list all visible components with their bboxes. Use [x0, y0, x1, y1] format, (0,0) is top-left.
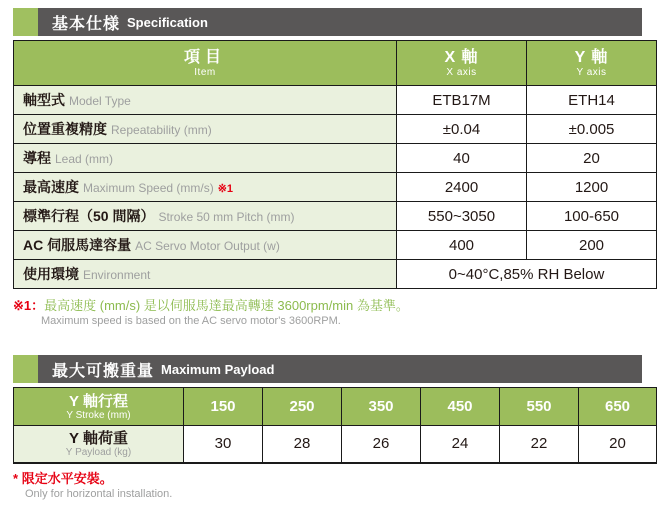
table-row — [14, 115, 657, 144]
row-label-zh: 使用環境 — [23, 266, 79, 282]
payload-value: 30 — [184, 426, 263, 463]
section-title-bar — [38, 355, 642, 383]
stroke-value: 350 — [342, 388, 421, 426]
row-label-zh: 導程 — [23, 150, 51, 166]
row-label-servo-output — [14, 231, 397, 260]
row-label-lead — [14, 144, 397, 173]
table-row — [14, 260, 657, 289]
footnote2-line-zh — [13, 471, 667, 487]
footnote2-marker: * — [13, 470, 19, 486]
stroke-value: 150 — [184, 388, 263, 426]
value-x-lead: 40 — [397, 144, 527, 173]
payload-header-zh: Y 軸行程 — [69, 392, 128, 410]
value-x-repeatability: ±0.04 — [397, 115, 527, 144]
payload-value: 20 — [579, 426, 657, 463]
value-x-max-speed: 2400 — [397, 173, 527, 202]
footnote2-text-en: Only for horizontal installation. — [25, 487, 173, 500]
payload-data-row — [14, 426, 657, 463]
table-row — [14, 86, 657, 115]
header-x-en: X axis — [446, 66, 477, 78]
row-label-zh: AC 伺服馬達容量 — [23, 237, 132, 253]
value-x-stroke: 550~3050 — [397, 202, 527, 231]
header-item-en: Item — [194, 66, 216, 78]
value-y-model: ETH14 — [527, 86, 657, 115]
section-title-zh: 基本仕様 — [52, 15, 121, 33]
table-row — [14, 202, 657, 231]
max-payload-table — [13, 387, 657, 464]
payload-row-label — [14, 426, 184, 463]
table-row — [14, 231, 657, 260]
row-label-model-type — [14, 86, 397, 115]
payload-value: 22 — [500, 426, 579, 463]
footnote-marker-ref: ※1 — [217, 183, 234, 195]
table-row — [14, 144, 657, 173]
row-label-en: Model Type — [69, 94, 131, 108]
specification-table — [13, 40, 657, 289]
stroke-value: 250 — [263, 388, 342, 426]
payload-value: 26 — [342, 426, 421, 463]
payload-header-en: Y Stroke (mm) — [66, 409, 131, 421]
table-row — [14, 173, 657, 202]
row-label-en: Environment — [83, 268, 151, 282]
payload-label-zh: Y 軸荷重 — [69, 429, 128, 447]
section-title-bar — [38, 8, 642, 36]
section-title-zh: 最大可搬重量 — [52, 362, 155, 380]
value-y-servo-output: 200 — [527, 231, 657, 260]
green-accent-square — [13, 355, 38, 383]
header-item-zh: 項目 — [183, 48, 226, 66]
stroke-value: 450 — [421, 388, 500, 426]
row-label-en: Maximum Speed (mm/s) — [83, 181, 214, 195]
header-x-zh: X 軸 — [444, 48, 479, 66]
value-y-repeatability: ±0.005 — [527, 115, 657, 144]
payload-header-row — [14, 388, 657, 426]
footnote2-text-zh: 限定水平安裝。 — [21, 470, 113, 486]
value-x-model: ETB17M — [397, 86, 527, 115]
stroke-value: 650 — [579, 388, 657, 426]
row-label-en: Stroke 50 mm Pitch (mm) — [158, 210, 295, 224]
row-label-environment — [14, 260, 397, 289]
row-label-max-speed — [14, 173, 397, 202]
footnote-installation — [13, 471, 667, 501]
section-title-en: Specification — [127, 14, 208, 30]
row-label-en: AC Servo Motor Output (w) — [135, 239, 280, 253]
header-cell-item — [14, 41, 397, 86]
spec-header-row — [14, 41, 657, 86]
value-x-servo-output: 400 — [397, 231, 527, 260]
header-y-zh: Y 軸 — [574, 48, 609, 66]
payload-value: 24 — [421, 426, 500, 463]
stroke-value: 550 — [500, 388, 579, 426]
section-header-max-payload — [13, 355, 667, 383]
footnote-marker: ※1： — [13, 298, 45, 313]
payload-header-label — [14, 388, 184, 426]
value-environment: 0~40°C,85% RH Below — [397, 260, 657, 289]
row-label-en: Lead (mm) — [55, 152, 114, 166]
value-y-lead: 20 — [527, 144, 657, 173]
header-cell-y-axis — [527, 41, 657, 86]
row-label-zh: 標準行程（50 間隔） — [23, 208, 155, 224]
value-y-max-speed: 1200 — [527, 173, 657, 202]
section-header-specification — [13, 8, 667, 36]
row-label-zh: 最高速度 — [23, 179, 79, 195]
footnote-max-speed — [13, 298, 667, 328]
footnote-text-zh: 最高速度 (mm/s) 是以伺服馬達最高轉速 3600rpm/min 為基準。 — [44, 298, 409, 313]
row-label-en: Repeatability (mm) — [111, 123, 212, 137]
row-label-repeatability — [14, 115, 397, 144]
payload-label-en: Y Payload (kg) — [65, 446, 132, 458]
footnote-text-en: Maximum speed is based on the AC servo motor's 3600RPM. — [41, 315, 341, 327]
row-label-stroke — [14, 202, 397, 231]
header-cell-x-axis — [397, 41, 527, 86]
header-y-en: Y axis — [576, 66, 607, 78]
value-y-stroke: 100-650 — [527, 202, 657, 231]
section-title-en: Maximum Payload — [161, 361, 275, 377]
green-accent-square — [13, 8, 38, 36]
footnote-line-zh — [13, 298, 667, 314]
row-label-zh: 位置重複精度 — [23, 121, 107, 137]
payload-value: 28 — [263, 426, 342, 463]
row-label-zh: 軸型式 — [23, 92, 65, 108]
